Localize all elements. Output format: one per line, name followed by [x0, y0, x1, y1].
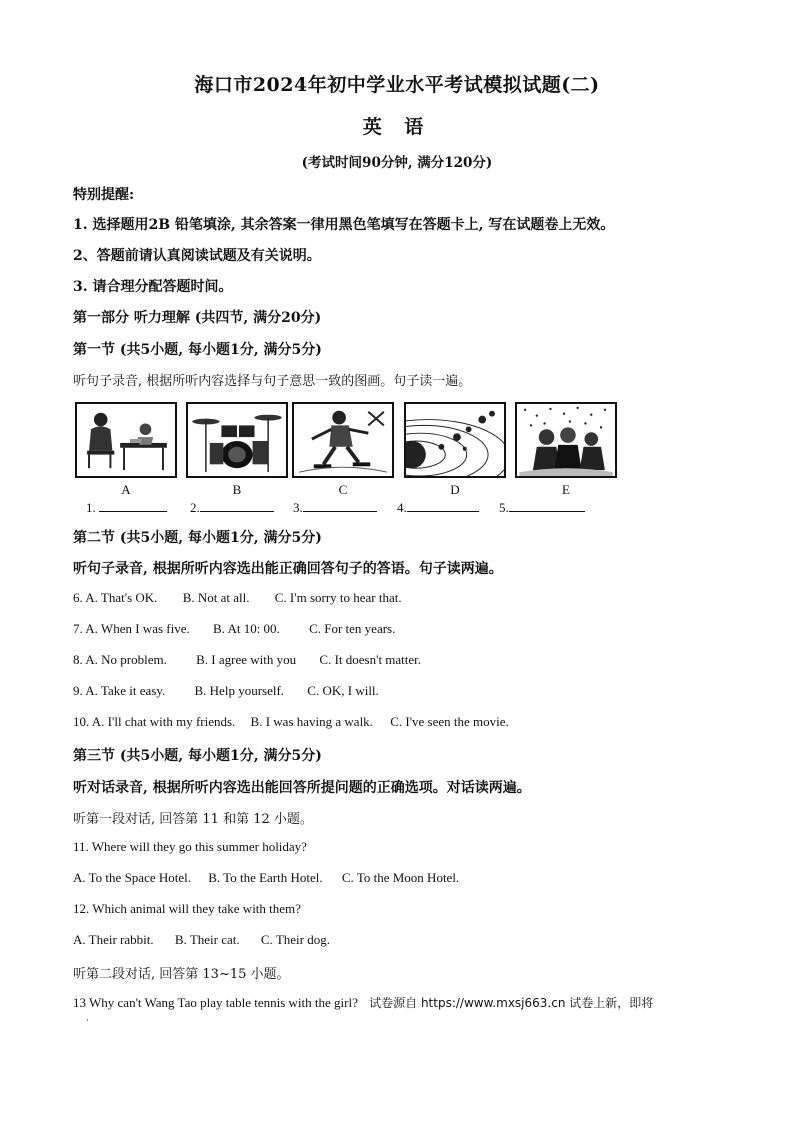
- section3-heading: 第三节 (共5小题, 每小题1分, 满分5分): [73, 748, 322, 764]
- q12-option-a[interactable]: A. Their rabbit.: [73, 932, 154, 947]
- q9-option-b[interactable]: B. Help yourself.: [194, 683, 285, 698]
- stray-dot: ·: [86, 1016, 89, 1026]
- notice-item-2: 2、答题前请认真阅读试题及有关说明。: [73, 248, 321, 264]
- question-11: 11. Where will they go this summer holiday?: [73, 839, 307, 854]
- notice-heading: 特别提醒:: [73, 187, 135, 203]
- question-8: [73, 652, 421, 668]
- picture-b-icon: [186, 402, 288, 478]
- q8-option-c[interactable]: C. It doesn't matter.: [319, 652, 422, 667]
- answer-blank-2[interactable]: 2.: [190, 499, 274, 516]
- q11-option-b[interactable]: B. To the Earth Hotel.: [208, 870, 323, 885]
- question-11-options: [73, 870, 459, 886]
- q12-option-b[interactable]: B. Their cat.: [174, 932, 240, 947]
- notice-item-1: 1. 选择题用2B 铅笔填涂, 其余答案一律用黑色笔填写在答题卡上, 写在试题卷上无效。: [73, 217, 615, 233]
- section2-instruction: 听句子录音, 根据所听内容选出能正确回答句子的答语。句子读两遍。: [73, 561, 503, 577]
- section2-heading: 第二节 (共5小题, 每小题1分, 满分5分): [73, 530, 322, 546]
- section1-heading: 第一节 (共5小题, 每小题1分, 满分5分): [73, 342, 322, 358]
- picture-e-icon: [515, 402, 617, 478]
- question-12: 12. Which animal will they take with them?: [73, 901, 301, 916]
- exam-title: 海口市2024年初中学业水平考试模拟试题(二): [194, 74, 600, 96]
- part1-heading: 第一部分 听力理解 (共四节, 满分20分): [73, 310, 322, 326]
- q10-option-a[interactable]: 10. A. I'll chat with my friends.: [73, 714, 236, 729]
- picture-b-label: B: [232, 482, 242, 497]
- q8-option-a[interactable]: 8. A. No problem.: [73, 652, 167, 667]
- question-6: [73, 590, 402, 606]
- subject-title: 英 语: [362, 116, 432, 138]
- picture-a-label: A: [121, 482, 131, 497]
- answer-blank-3[interactable]: 3.: [293, 499, 377, 516]
- question-13: [73, 994, 653, 1011]
- answer-blank-5[interactable]: 5.: [499, 499, 585, 516]
- dialog2-intro: 听第二段对话, 回答第 13~15 小题。: [73, 967, 290, 982]
- q12-option-c[interactable]: C. Their dog.: [260, 932, 330, 947]
- question-10: [73, 714, 509, 730]
- q7-option-c[interactable]: C. For ten years.: [309, 621, 396, 636]
- q8-option-b[interactable]: B. I agree with you: [196, 652, 297, 667]
- q10-option-c[interactable]: C. I've seen the movie.: [390, 714, 509, 729]
- picture-c-icon: [292, 402, 394, 478]
- question-7: [73, 621, 395, 637]
- question-13-text: 13 Why can't Wang Tao play table tennis with the girl?: [73, 995, 358, 1010]
- section3-instruction: 听对话录音, 根据所听内容选出能回答所提问题的正确选项。对话读两遍。: [73, 780, 531, 796]
- answer-blanks: [86, 499, 606, 517]
- q6-option-a[interactable]: 6. A. That's OK.: [73, 590, 158, 605]
- answer-blank-4[interactable]: 4.: [397, 499, 479, 516]
- notice-item-3: 3. 请合理分配答题时间。: [73, 279, 233, 295]
- q7-option-a[interactable]: 7. A. When I was five.: [73, 621, 190, 636]
- q9-option-c[interactable]: C. OK, I will.: [307, 683, 379, 698]
- question-9: [73, 683, 379, 699]
- q11-option-c[interactable]: C. To the Moon Hotel.: [341, 870, 460, 885]
- picture-c-label: C: [338, 482, 348, 497]
- picture-a-icon: [75, 402, 177, 478]
- q7-option-b[interactable]: B. At 10: 00.: [212, 621, 280, 636]
- picture-d-label: D: [450, 482, 460, 497]
- question-12-options: [73, 932, 330, 948]
- q9-option-a[interactable]: 9. A. Take it easy.: [73, 683, 166, 698]
- q11-option-a[interactable]: A. To the Space Hotel.: [73, 870, 191, 885]
- q10-option-b[interactable]: B. I was having a walk.: [250, 714, 373, 729]
- picture-d-icon: [404, 402, 506, 478]
- source-watermark: 试卷源自 https://www.mxsj663.cn 试卷上新，即将: [369, 996, 654, 1010]
- picture-e-label: E: [562, 482, 570, 497]
- q6-option-b[interactable]: B. Not at all.: [182, 590, 250, 605]
- q6-option-c[interactable]: C. I'm sorry to hear that.: [274, 590, 402, 605]
- dialog1-intro: 听第一段对话, 回答第 11 和第 12 小题。: [73, 812, 313, 827]
- picture-options: [75, 402, 620, 498]
- answer-blank-1[interactable]: 1.: [86, 499, 167, 516]
- section1-instruction: 听句子录音, 根据所听内容选择与句子意思一致的图画。句子读一遍。: [73, 374, 472, 389]
- time-note: (考试时间90分钟, 满分120分): [301, 155, 493, 171]
